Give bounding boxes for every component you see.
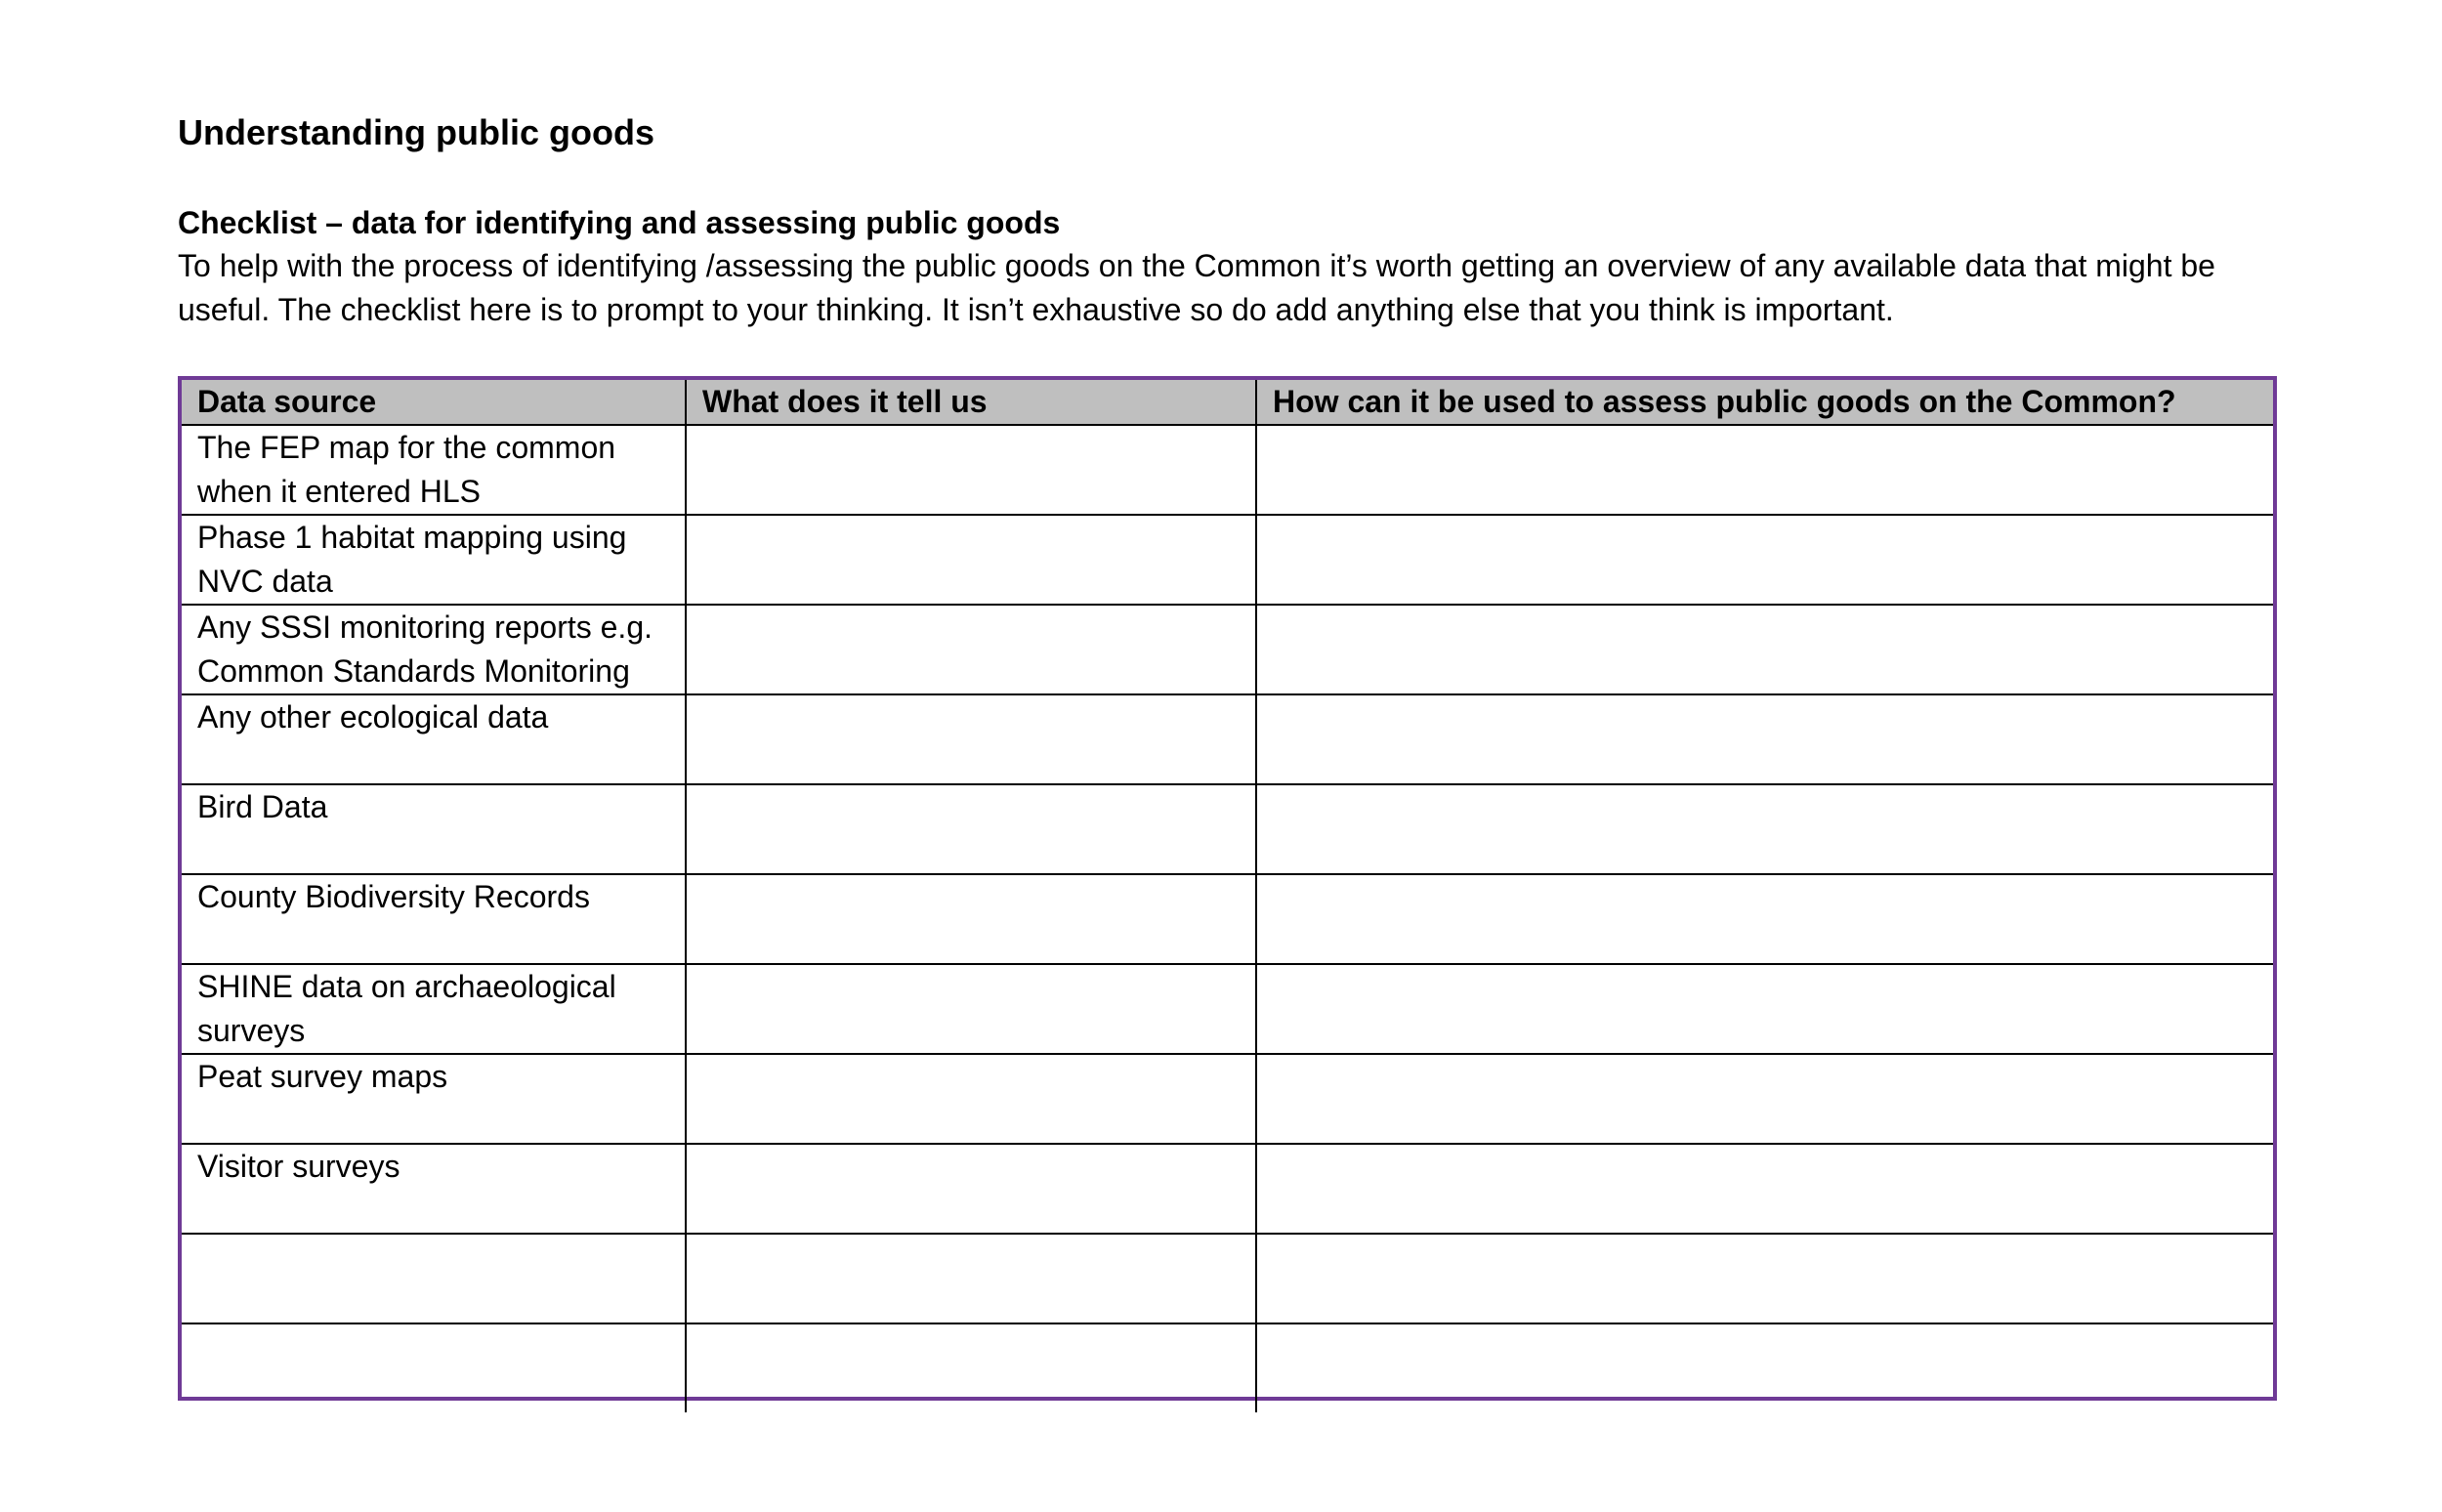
checklist-heading: Checklist – data for identifying and assessing public goods	[178, 205, 1061, 240]
what-it-tells-us-cell[interactable]	[686, 1054, 1256, 1144]
what-it-tells-us-cell[interactable]	[686, 1234, 1256, 1323]
data-source-cell: Phase 1 habitat mapping using NVC data	[182, 515, 686, 605]
header-what-it-tells-us: What does it tell us	[686, 380, 1256, 425]
data-source-cell: The FEP map for the common when it entered HLS	[182, 425, 686, 515]
table-row	[182, 1323, 2273, 1412]
what-it-tells-us-cell[interactable]	[686, 784, 1256, 874]
table-header-row	[182, 380, 2273, 425]
table-row	[182, 515, 2273, 605]
data-source-cell: Peat survey maps	[182, 1054, 686, 1144]
how-used-cell[interactable]	[1256, 964, 2273, 1054]
what-it-tells-us-cell[interactable]	[686, 425, 1256, 515]
what-it-tells-us-cell[interactable]	[686, 1144, 1256, 1234]
how-used-cell[interactable]	[1256, 515, 2273, 605]
checklist-table	[182, 380, 2273, 1412]
data-source-cell[interactable]	[182, 1234, 686, 1323]
how-used-cell[interactable]	[1256, 1144, 2273, 1234]
what-it-tells-us-cell[interactable]	[686, 1323, 1256, 1412]
table-row	[182, 1054, 2273, 1144]
data-source-cell: County Biodiversity Records	[182, 874, 686, 964]
data-source-cell: Any other ecological data	[182, 694, 686, 784]
table-row	[182, 1234, 2273, 1323]
how-used-cell[interactable]	[1256, 694, 2273, 784]
what-it-tells-us-cell[interactable]	[686, 515, 1256, 605]
data-source-cell: Visitor surveys	[182, 1144, 686, 1234]
table-row	[182, 1144, 2273, 1234]
how-used-cell[interactable]	[1256, 1323, 2273, 1412]
table-row	[182, 605, 2273, 694]
what-it-tells-us-cell[interactable]	[686, 694, 1256, 784]
table-row	[182, 874, 2273, 964]
header-data-source: Data source	[182, 380, 686, 425]
data-source-cell: SHINE data on archaeological surveys	[182, 964, 686, 1054]
how-used-cell[interactable]	[1256, 605, 2273, 694]
what-it-tells-us-cell[interactable]	[686, 605, 1256, 694]
intro-paragraph: To help with the process of identifying /assessing the public goods on the Common it’s worth getting an overview of any available data that might be useful. The checklist here is to prompt to your thinking. It isn’t exhaustive so do add anything else that you think is important.	[178, 248, 2215, 327]
table-row	[182, 964, 2273, 1054]
header-how-used: How can it be used to assess public goods on the Common?	[1256, 380, 2273, 425]
how-used-cell[interactable]	[1256, 784, 2273, 874]
how-used-cell[interactable]	[1256, 874, 2273, 964]
table-row	[182, 694, 2273, 784]
table-row	[182, 425, 2273, 515]
data-source-cell: Any SSSI monitoring reports e.g. Common Standards Monitoring	[182, 605, 686, 694]
checklist-table-frame	[178, 376, 2277, 1401]
how-used-cell[interactable]	[1256, 1234, 2273, 1323]
what-it-tells-us-cell[interactable]	[686, 874, 1256, 964]
how-used-cell[interactable]	[1256, 1054, 2273, 1144]
data-source-cell: Bird Data	[182, 784, 686, 874]
how-used-cell[interactable]	[1256, 425, 2273, 515]
page-title: Understanding public goods	[178, 112, 654, 152]
table-row	[182, 784, 2273, 874]
data-source-cell[interactable]	[182, 1323, 686, 1412]
what-it-tells-us-cell[interactable]	[686, 964, 1256, 1054]
